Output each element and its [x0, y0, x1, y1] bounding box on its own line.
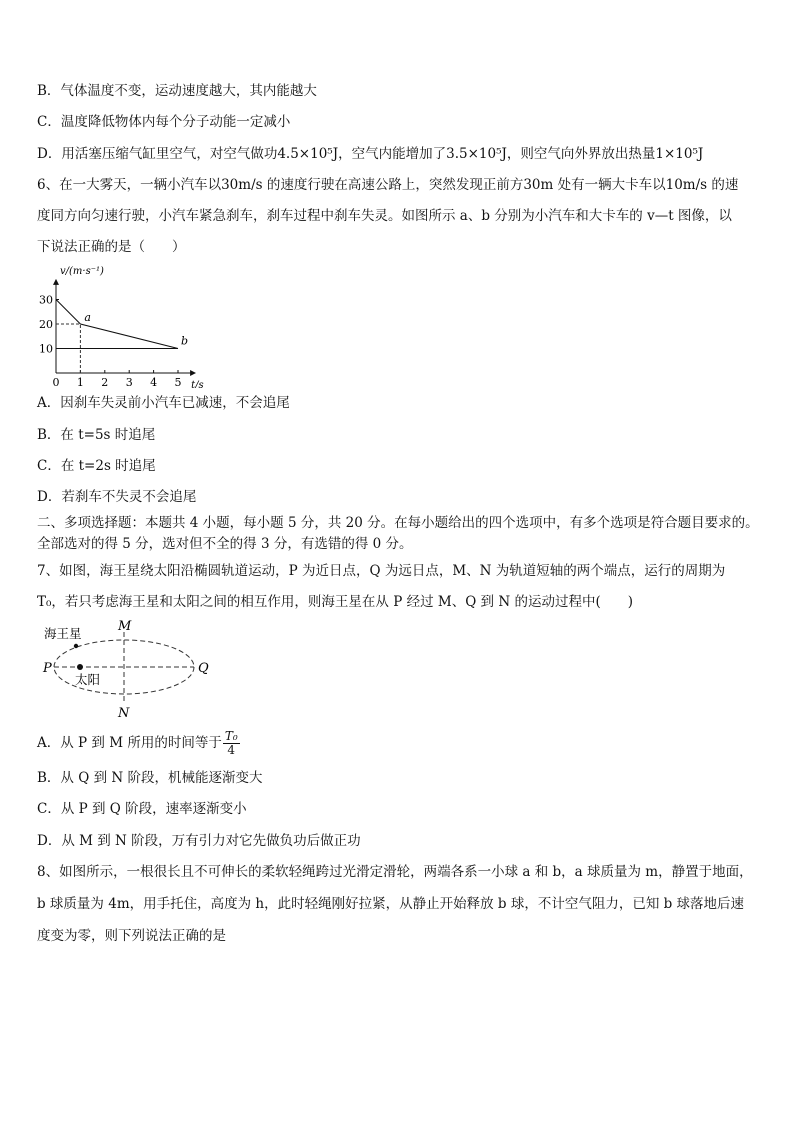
planet-label: 海王星: [44, 626, 82, 641]
y-axis-label: v/(m·s⁻¹): [60, 266, 104, 277]
q7-option-b: B．从 Q 到 N 阶段，机械能逐渐变大: [37, 770, 263, 786]
q8-stem-line1: 8、如图所示，一根很长且不可伸长的柔软轻绳跨过光滑定滑轮，两端各系一小球 a 和 b，a 球质量为 m，静置于地面，: [37, 864, 753, 880]
q7-option-d: D．从 M 到 N 阶段，万有引力对它先做负功后做正功: [37, 833, 361, 849]
orbit-diagram: [38, 616, 218, 722]
sun-dot: [77, 664, 83, 670]
fraction-t0-over-4: [223, 730, 240, 757]
y-tick-label: 20: [39, 318, 53, 331]
fraction-numerator: T₀: [224, 729, 238, 743]
series-a-line: [56, 300, 178, 349]
x-tick-label: 4: [150, 376, 158, 388]
q7-option-a-text: A．从 P 到 M 所用的时间等于: [37, 735, 222, 751]
q7-option-c: C．从 P 到 Q 阶段，速率逐渐变小: [37, 801, 247, 817]
y-tick-label: 10: [39, 342, 53, 356]
x-tick-label: 1: [76, 376, 84, 388]
q5-option-b: B．气体温度不变，运动速度越大，其内能越大: [37, 83, 317, 99]
section2-header-line1: 二、多项选择题：本题共 4 小题，每小题 5 分，共 20 分。在每小题给出的四个选项中，有多个选项是符合题目要求的。: [37, 515, 759, 531]
point-q-label: Q: [198, 661, 209, 676]
x-tick-label: 3: [125, 376, 133, 388]
q6-stem-line1: 6、在一大雾天，一辆小汽车以30m/s 的速度行驶在高速公路上，突然发现正前方30m 处有一辆大卡车以10m/s 的速: [37, 177, 739, 193]
q8-stem-line3: 度变为零，则下列说法正确的是: [37, 928, 226, 944]
q6-option-c: C．在 t=2s 时追尾: [37, 458, 156, 474]
section2-header-line2: 全部选对的得 5 分，选对但不全的得 3 分，有选错的得 0 分。: [37, 536, 413, 552]
series-a-label: a: [84, 311, 91, 324]
y-tick-label: 30: [39, 293, 53, 307]
q6-option-d: D．若刹车不失灵不会追尾: [37, 489, 197, 505]
point-n-label: N: [118, 706, 130, 721]
q5-option-d: D．用活塞压缩气缸里空气，对空气做功4.5×10⁵J，空气内能增加了3.5×10⁵J，则空气向外界放出热量1×10⁵J: [37, 146, 704, 162]
fraction-denominator: 4: [227, 743, 236, 757]
q6-option-b: B．在 t=5s 时追尾: [37, 427, 156, 443]
x-tick-label: 5: [174, 376, 182, 388]
x-tick-label: 0: [52, 376, 60, 388]
q6-option-a: A．因刹车失灵前小汽车已减速，不会追尾: [37, 395, 290, 411]
sun-label: 太阳: [75, 672, 101, 687]
point-p-label: P: [43, 661, 52, 676]
q6-stem-line2: 度同方向匀速行驶，小汽车紧急刹车，刹车过程中刹车失灵。如图所示 a、b 分别为小汽车和大卡车的 v—t 图像，以: [37, 208, 732, 224]
vt-chart: [36, 262, 216, 388]
series-b-label: b: [181, 334, 189, 348]
q7-stem-line1: 7、如图，海王星绕太阳沿椭圆轨道运动，P 为近日点，Q 为远日点，M、N 为轨道短轴的两个端点，运行的周期为: [37, 563, 726, 579]
q8-stem-line2: b 球质量为 4m，用手托住，高度为 h，此时轻绳刚好拉紧，从静止开始释放 b 球，不计空气阻力，已知 b 球落地后速: [37, 896, 745, 912]
q7-option-a: [37, 730, 240, 757]
x-axis-label: t/s: [191, 380, 204, 388]
x-tick-label: 2: [101, 376, 109, 388]
planet-dot: [74, 644, 78, 648]
q6-stem-line3: 下说法正确的是（ ）: [37, 239, 186, 255]
q5-option-c: C．温度降低物体内每个分子动能一定减小: [37, 114, 291, 130]
point-m-label: M: [118, 619, 132, 634]
q7-stem-line2: T₀，若只考虑海王星和太阳之间的相互作用，则海王星在从 P 经过 M、Q 到 N 的运动过程中( ): [37, 594, 633, 610]
